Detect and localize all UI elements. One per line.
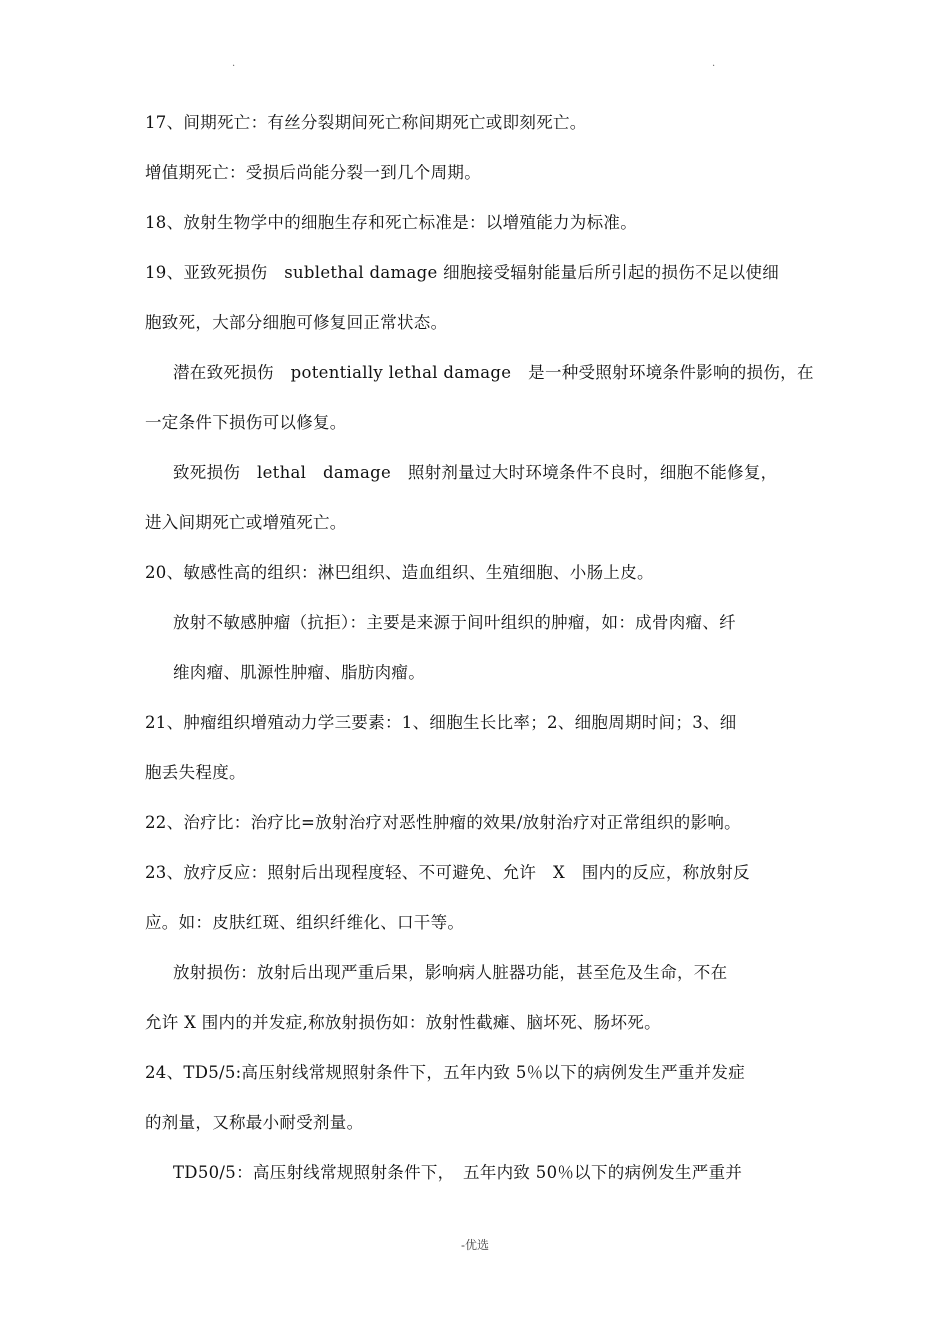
text-line: 19、亚致死损伤 sublethal damage 细胞接受辐射能量后所引起的损伤不足以使细	[145, 263, 780, 282]
text-line: TD50/5：高压射线常规照射条件下， 五年内致 50％以下的病例发生严重并	[173, 1163, 743, 1182]
document-body	[145, 104, 825, 1204]
text-line: 一定条件下损伤可以修复。	[145, 413, 347, 432]
text-line: 允许 X 围内的并发症,称放射损伤如：放射性截瘫、脑坏死、肠坏死。	[145, 1013, 661, 1032]
text-line: 维肉瘤、肌源性肿瘤、脂肪肉瘤。	[173, 663, 425, 682]
text-line: 胞致死，大部分细胞可修复回正常状态。	[145, 313, 448, 332]
header-left-mark: .	[232, 58, 236, 69]
page-footer: -优选	[461, 1238, 489, 1252]
text-line: 22、治疗比：治疗比=放射治疗对恶性肿瘤的效果/放射治疗对正常组织的影响。	[145, 813, 741, 832]
text-line: 的剂量，又称最小耐受剂量。	[145, 1113, 364, 1132]
text-line: 进入间期死亡或增殖死亡。	[145, 513, 347, 532]
text-line: 23、放疗反应：照射后出现程度轻、不可避免、允许 X 围内的反应，称放射反	[145, 863, 750, 882]
text-line: 24、TD5/5:高压射线常规照射条件下，五年内致 5％以下的病例发生严重并发症	[145, 1063, 746, 1082]
text-line: 21、肿瘤组织增殖动力学三要素：1、细胞生长比率；2、细胞周期时间；3、细	[145, 713, 737, 732]
text-line: 放射不敏感肿瘤（抗拒）：主要是来源于间叶组织的肿瘤，如：成骨肉瘤、纤	[173, 613, 736, 632]
text-line: 致死损伤 lethal damage 照射剂量过大时环境条件不良时，细胞不能修复，	[173, 463, 778, 482]
text-line: 潜在致死损伤 potentially lethal damage 是一种受照射环境条件影响的损伤，在	[173, 363, 814, 382]
text-line: 17、间期死亡：有丝分裂期间死亡称间期死亡或即刻死亡。	[145, 113, 587, 132]
text-line: 应。如：皮肤红斑、组织纤维化、口干等。	[145, 913, 465, 932]
text-line: 放射损伤：放射后出现严重后果，影响病人脏器功能，甚至危及生命，不在	[173, 963, 728, 982]
header-right-mark: .	[712, 58, 716, 69]
text-line: 增值期死亡：受损后尚能分裂一到几个周期。	[145, 163, 481, 182]
text-line: 18、放射生物学中的细胞生存和死亡标准是：以增殖能力为标准。	[145, 213, 637, 232]
text-line: 胞丢失程度。	[145, 763, 246, 782]
text-line: 20、敏感性高的组织：淋巴组织、造血组织、生殖细胞、小肠上皮。	[145, 563, 654, 582]
